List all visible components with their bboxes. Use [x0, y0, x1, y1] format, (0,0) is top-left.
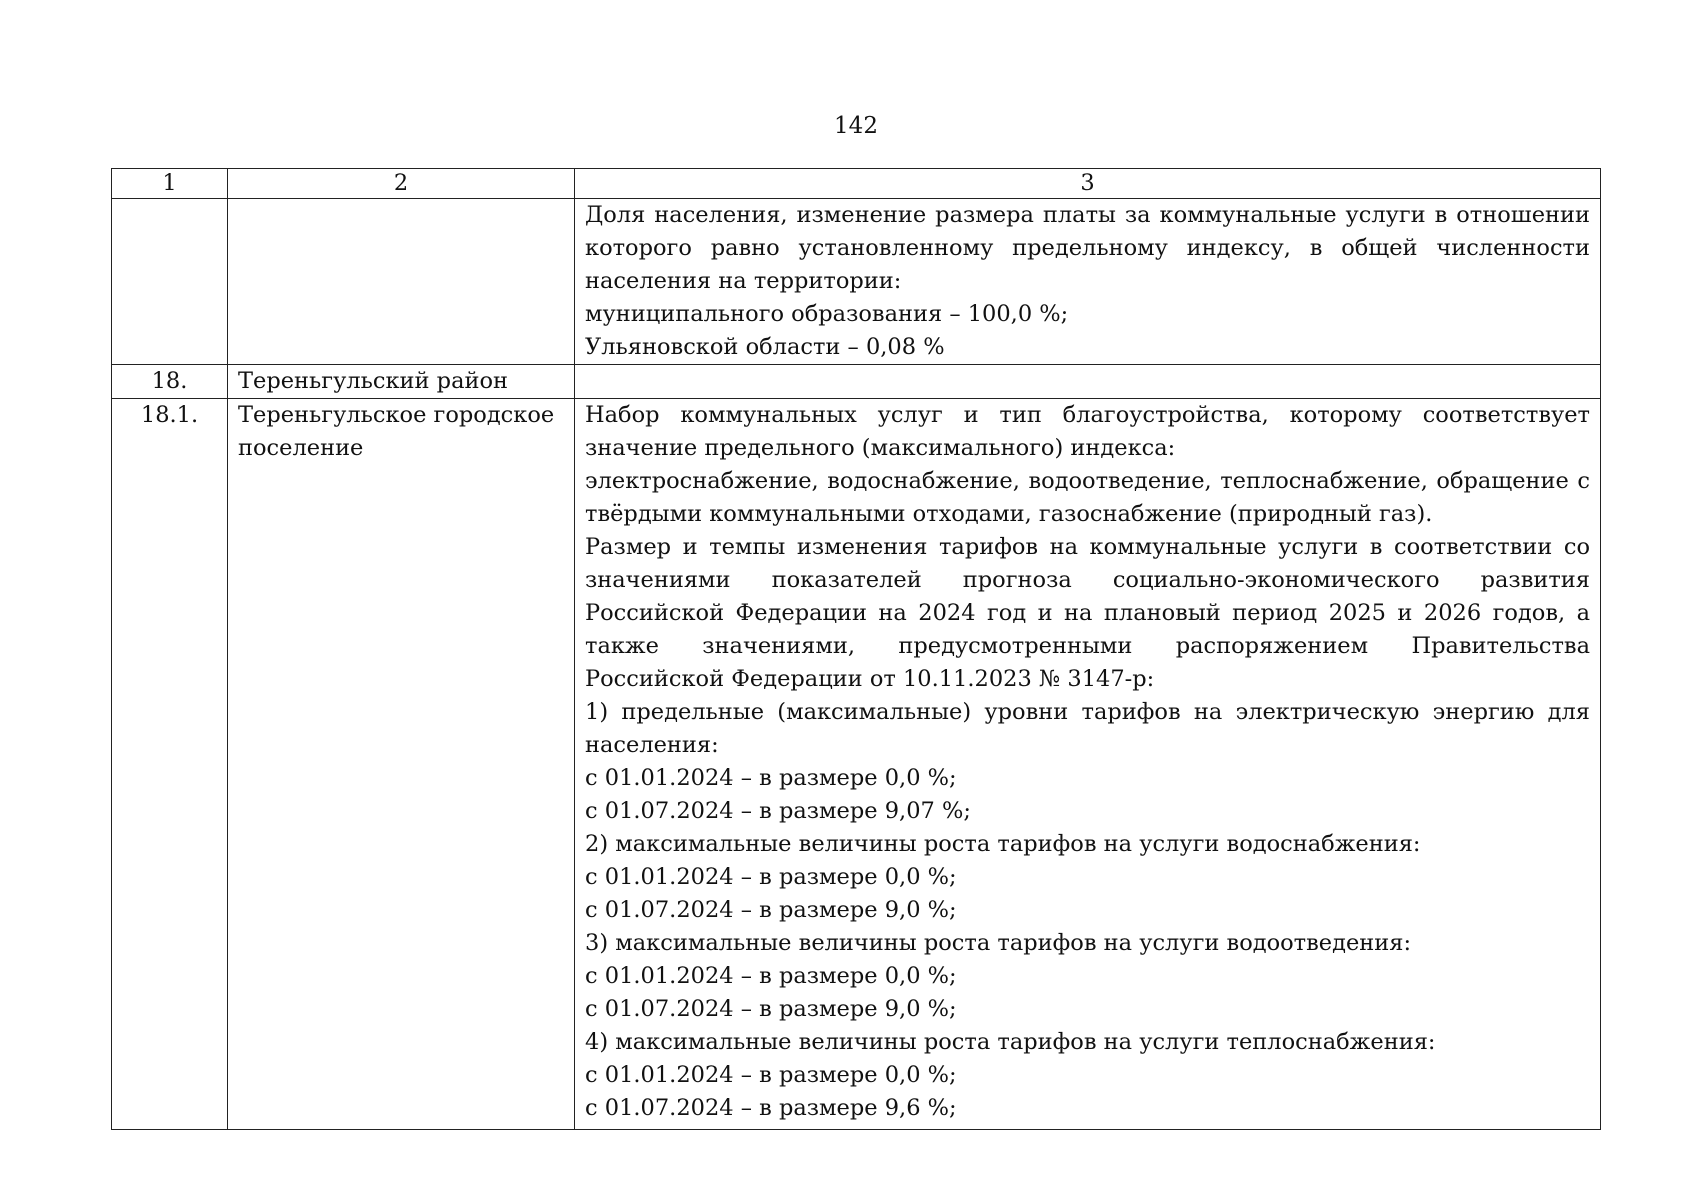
- content-line: 4) максимальные величины роста тарифов на услуги теплоснабжения:: [585, 1029, 1436, 1055]
- content-line: 3) максимальные величины роста тарифов на услуги водоотведения:: [585, 930, 1412, 956]
- content-line: с 01.07.2024 – в размере 9,6 %;: [585, 1095, 957, 1121]
- content-line: с 01.01.2024 – в размере 0,0 %;: [585, 1062, 957, 1088]
- content-line: 2) максимальные величины роста тарифов на услуги водоснабжения:: [585, 831, 1421, 857]
- table-header-row: [112, 169, 1601, 199]
- continuation-name-cell: [228, 199, 575, 365]
- header-cell-3: 3: [575, 169, 1601, 199]
- section-name: Тереньгульский район: [228, 365, 575, 399]
- header-cell-1: 1: [112, 169, 228, 199]
- table-row-section: [112, 365, 1601, 399]
- subsection-number: 18.1.: [112, 399, 228, 1130]
- content-line: муниципального образования – 100,0 %;: [585, 301, 1069, 327]
- continuation-number-cell: [112, 199, 228, 365]
- content-paragraph: электроснабжение, водоснабжение, водоотведение, теплоснабжение, обращение с твёрдыми коммунальными отходами, газоснабжение (природный газ).: [585, 468, 1590, 527]
- section-content: [575, 365, 1601, 399]
- content-line: с 01.07.2024 – в размере 9,07 %;: [585, 798, 971, 824]
- table-row-subsection: [112, 399, 1601, 1130]
- content-line: с 01.07.2024 – в размере 9,0 %;: [585, 996, 957, 1022]
- tariff-table: [111, 168, 1601, 1130]
- content-paragraph: Доля населения, изменение размера платы за коммунальные услуги в отношении которого равно установленному предельному индексу, в общей численности населения на территории:: [585, 202, 1590, 294]
- continuation-content-cell: [575, 199, 1601, 365]
- content-paragraph: 1) предельные (максимальные) уровни тарифов на электрическую энергию для населения:: [585, 699, 1590, 758]
- table-row-continuation: [112, 199, 1601, 365]
- content-line: с 01.07.2024 – в размере 9,0 %;: [585, 897, 957, 923]
- content-line: с 01.01.2024 – в размере 0,0 %;: [585, 963, 957, 989]
- content-paragraph: Размер и темпы изменения тарифов на коммунальные услуги в соответствии со значениями показателей прогноза социально-экономического развития Российской Федерации на 2024 год и на плановый период 2025 и 2026 годов, а также значениями, предусмотренными распоряжением Правительства Российской Федерации от 10.11.2023 № 3147-р:: [585, 534, 1590, 692]
- subsection-content-cell: [575, 399, 1601, 1130]
- content-paragraph: Набор коммунальных услуг и тип благоустройства, которому соответствует значение предельного (максимального) индекса:: [585, 402, 1590, 461]
- subsection-name: Тереньгульское городское поселение: [228, 399, 575, 1130]
- header-cell-2: 2: [228, 169, 575, 199]
- page-number: 142: [834, 113, 878, 139]
- content-line: с 01.01.2024 – в размере 0,0 %;: [585, 765, 957, 791]
- section-number: 18.: [112, 365, 228, 399]
- content-line: Ульяновской области – 0,08 %: [585, 334, 945, 360]
- content-line: с 01.01.2024 – в размере 0,0 %;: [585, 864, 957, 890]
